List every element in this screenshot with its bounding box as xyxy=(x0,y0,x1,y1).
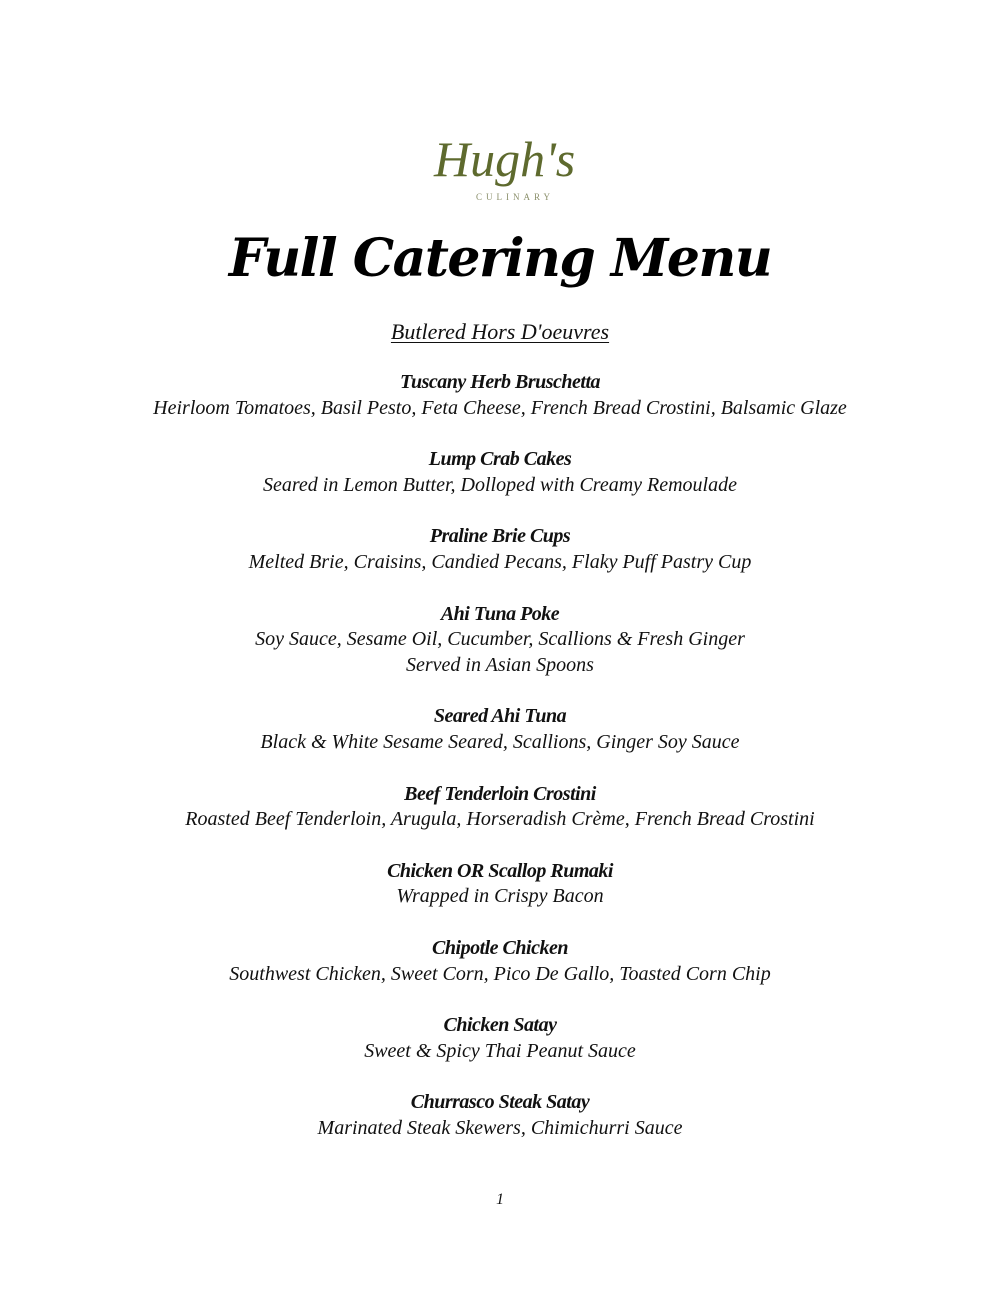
menu-item-description: Southwest Chicken, Sweet Corn, Pico De Gallo, Toasted Corn Chip xyxy=(229,962,771,985)
menu-item xyxy=(0,859,1000,910)
menu-item xyxy=(0,704,1000,755)
menu-item-name: Churrasco Steak Satay xyxy=(410,1091,590,1114)
menu-item xyxy=(0,602,1000,679)
menu-item-description: Heirloom Tomatoes, Basil Pesto, Feta Cheese, French Bread Crostini, Balsamic Glaze xyxy=(153,396,847,419)
menu-item-name: Ahi Tuna Poke xyxy=(440,602,560,625)
menu-item xyxy=(0,447,1000,498)
menu-item xyxy=(0,936,1000,987)
menu-item-name: Chipotle Chicken xyxy=(432,936,568,959)
section-heading: Butlered Hors D'oeuvres xyxy=(390,319,610,344)
menu-item xyxy=(0,370,1000,421)
menu-item xyxy=(0,782,1000,833)
menu-item-description: Sweet & Spicy Thai Peanut Sauce xyxy=(364,1039,636,1062)
menu-item-name: Tuscany Herb Bruschetta xyxy=(400,371,600,393)
menu-item-description: Black & White Sesame Seared, Scallions, Ginger Soy Sauce xyxy=(260,730,740,753)
menu-item-name: Chicken Satay xyxy=(443,1014,557,1037)
menu-list xyxy=(0,370,1000,1167)
menu-item-description: Wrapped in Crispy Bacon xyxy=(396,885,604,908)
menu-item-name: Chicken OR Scallop Rumaki xyxy=(387,859,613,882)
menu-item-name: Beef Tenderloin Crostini xyxy=(404,782,596,805)
menu-item-description: Seared in Lemon Butter, Dolloped with Creamy Remoulade xyxy=(262,473,737,496)
page-number: 1 xyxy=(496,1191,504,1208)
logo-mark xyxy=(430,118,590,218)
menu-item-name: Praline Brie Cups xyxy=(429,525,571,548)
page-title: Full Catering Menu xyxy=(228,228,772,289)
logo-wordmark: Hugh's xyxy=(434,131,576,187)
menu-item xyxy=(0,524,1000,575)
menu-item-description: Soy Sauce, Sesame Oil, Cucumber, Scallions & Fresh Ginger xyxy=(255,628,745,651)
menu-item-description: Marinated Steak Skewers, Chimichurri Sauce xyxy=(317,1116,683,1139)
menu-item xyxy=(0,1090,1000,1141)
menu-item-description: Melted Brie, Craisins, Candied Pecans, Flaky Puff Pastry Cup xyxy=(248,550,752,573)
menu-item-description: Served in Asian Spoons xyxy=(406,653,594,676)
hughs-culinary-logo xyxy=(430,118,590,218)
menu-item-name: Seared Ahi Tuna xyxy=(433,705,567,728)
logo-tagline: CULINARY xyxy=(476,192,555,202)
menu-item-name: Lump Crab Cakes xyxy=(428,448,572,471)
menu-item-description: Roasted Beef Tenderloin, Arugula, Horseradish Crème, French Bread Crostini xyxy=(185,808,815,831)
menu-item xyxy=(0,1013,1000,1064)
